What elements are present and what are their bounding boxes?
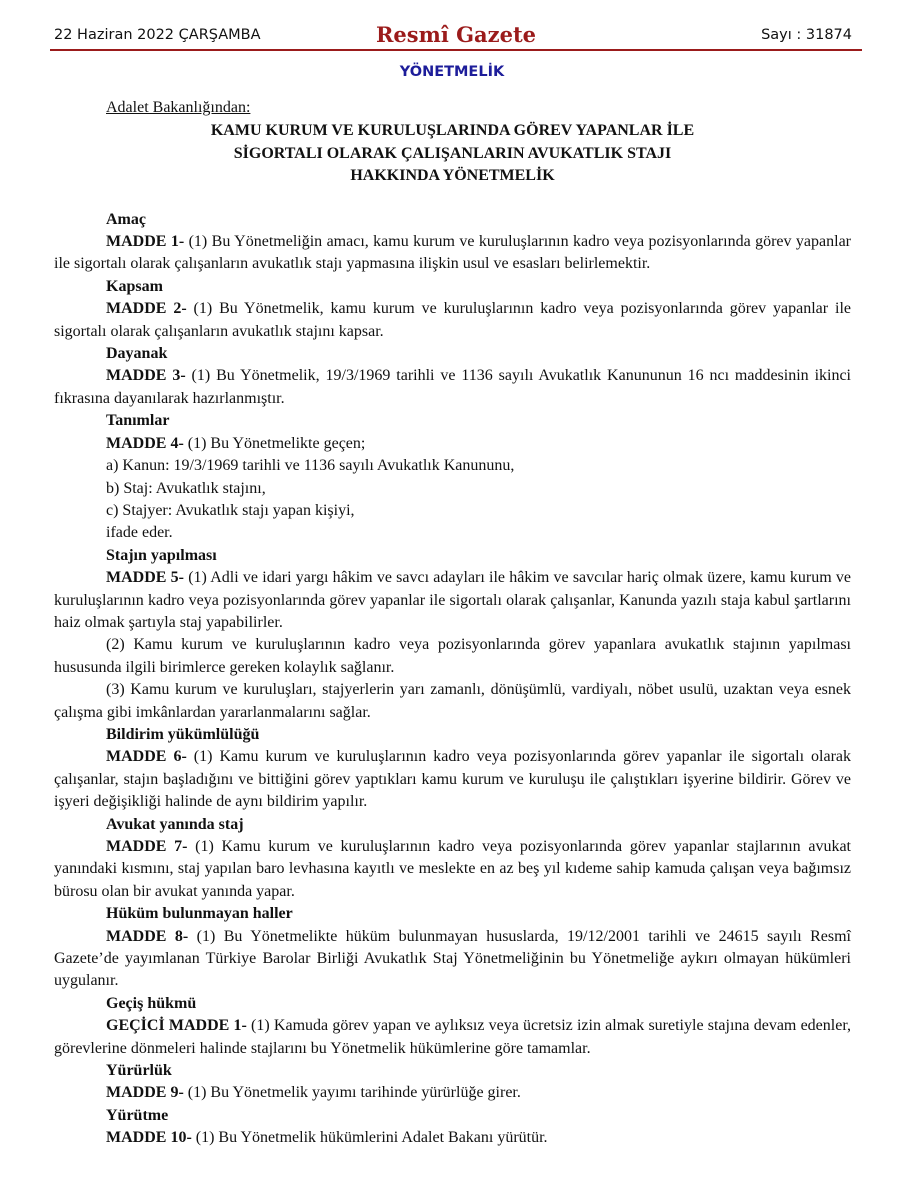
section-title: YÖNETMELİK xyxy=(399,64,505,80)
article-paragraph xyxy=(54,298,851,343)
gazette-title: Resmî Gazete xyxy=(375,22,537,47)
article-label: MADDE 5- xyxy=(106,569,184,587)
article-paragraph: (2) Kamu kurum ve kuruluşlarının kadro veya pozisyonlarında görev yapanlara avukatlık stajının yapılması hususunda ilgili birimlerce gereken kolaylık sağlanır. xyxy=(54,636,851,676)
article-paragraph xyxy=(54,1127,851,1149)
article-paragraph xyxy=(54,1015,851,1060)
article-heading: Avukat yanında staj xyxy=(106,815,244,833)
article-text: (1) Bu Yönetmelik, kamu kurum ve kuruluşlarının kadro veya pozisyonlarında görev yapanlar ile sigortalı olarak çalışanların avukatlık stajını kapsar. xyxy=(54,300,851,340)
article-text: (1) Bu Yönetmelik hükümlerini Adalet Bakanı yürütür. xyxy=(191,1129,548,1147)
definition-closing: ifade eder. xyxy=(106,524,173,542)
article-heading: Hüküm bulunmayan haller xyxy=(106,905,293,923)
article-text: (1) Bu Yönetmelik, 19/3/1969 tarihli ve 1136 sayılı Avukatlık Kanununun 16 ncı maddesinin ikinci fıkrasına dayanılarak hazırlanmıştır. xyxy=(54,367,851,407)
article-label: MADDE 7- xyxy=(106,838,188,855)
article-label: MADDE 1- xyxy=(106,233,185,251)
article-paragraph xyxy=(54,433,851,455)
issue-number: Sayı : 31874 xyxy=(761,27,852,43)
article-paragraph xyxy=(54,231,851,276)
article-label: MADDE 4- xyxy=(106,434,184,452)
article-label: MADDE 3- xyxy=(106,367,186,385)
definition-item: b) Staj: Avukatlık stajını, xyxy=(106,479,266,497)
article-heading: Kapsam xyxy=(106,277,163,295)
regulation-title xyxy=(54,120,851,187)
article-label: MADDE 10- xyxy=(106,1129,192,1147)
definition-item: a) Kanun: 19/3/1969 tarihli ve 1136 sayılı Avukatlık Kanununu, xyxy=(106,457,515,475)
article-text: (1) Kamu kurum ve kuruluşlarının kadro veya pozisyonlarında görev yapanlar ile sigortalı olarak çalışanlar, stajın başladığını ve bittiğini görev yaptıkları kamu kurum ve kuruluşu ile çalıştıkları işyerine bildirir. Görev ve işyeri değişikliği halinde de aynı bildirim yapılır. xyxy=(54,748,852,811)
regulation-body xyxy=(54,97,851,1150)
article-heading: Yürürlük xyxy=(106,1062,172,1080)
article-text: (1) Kamuda görev yapan ve aylıksız veya ücretsiz izin almak suretiyle stajına devam edenler, görevlerine dönmeleri halinde stajlarını bu Yönetmelik hükümlerine göre tamamlar. xyxy=(54,1017,852,1057)
title-line: HAKKINDA YÖNETMELİK xyxy=(350,167,555,185)
article-paragraph xyxy=(54,836,851,903)
article-label: GEÇİCİ MADDE 1- xyxy=(106,1017,247,1035)
page-header xyxy=(50,22,862,50)
article-label: MADDE 2- xyxy=(106,300,187,318)
article-paragraph xyxy=(54,1082,851,1104)
article-paragraph xyxy=(54,746,851,813)
article-text: (1) Bu Yönetmelikte geçen; xyxy=(183,434,366,452)
article-text: (1) Bu Yönetmeliğin amacı, kamu kurum ve kuruluşlarının kadro veya pozisyonlarında görev yapanlar ile sigortalı olarak çalışanların avukatlık stajı yapmasına ilişkin usul ve esasları belirlemektir. xyxy=(54,233,852,273)
article-paragraph xyxy=(54,567,851,634)
article-heading: Bildirim yükümlülüğü xyxy=(106,725,260,743)
article-text: (1) Adli ve idari yargı hâkim ve savcı adayları ile hâkim ve savcılar hariç olmak üzere, kamu kurum ve kuruluşlarının kadro veya pozisyonlarında görev yapanlar ile sigortalı olarak çalışanlar, Kanunda yazılı staja kabul şartlarını haiz olmak şartıyla staj yapabilirler. xyxy=(54,569,852,631)
article-text: (1) Bu Yönetmelik yayımı tarihinde yürürlüğe girer. xyxy=(183,1084,521,1102)
article-label: MADDE 8- xyxy=(106,927,189,945)
definition-item: c) Stajyer: Avukatlık stajı yapan kişiyi, xyxy=(106,501,355,519)
article-heading: Tanımlar xyxy=(106,412,170,430)
article-heading: Geçiş hükmü xyxy=(106,994,197,1012)
article-paragraph xyxy=(54,365,851,410)
issuing-ministry: Adalet Bakanlığından: xyxy=(106,99,251,116)
article-label: MADDE 6- xyxy=(106,748,187,766)
article-text: (1) Bu Yönetmelikte hüküm bulunmayan hususlarda, 19/12/2001 tarihli ve 24615 sayılı Resmî Gazete’de yayımlanan Türkiye Barolar Birliği Avukatlık Staj Yönetmeliğinin bu Yönetmeliğe aykırı olmayan hükümleri uygulanır. xyxy=(54,927,851,990)
article-paragraph: (3) Kamu kurum ve kuruluşları, stajyerlerin yarı zamanlı, dönüşümlü, vardiyalı, nöbet usulü, uzaktan veya esnek çalışma gibi imkânlardan yararlanmalarını sağlar. xyxy=(54,681,851,721)
article-label: MADDE 9- xyxy=(106,1084,184,1102)
article-heading: Yürütme xyxy=(106,1106,169,1124)
article-paragraph xyxy=(54,926,851,993)
article-text: (1) Kamu kurum ve kuruluşlarının kadro veya pozisyonlarında görev yapanlar stajlarının avukat yanındaki kısmını, staj yapılan baro levhasına kayıtlı ve meslekte en az beş yıl kıdeme sahip kamuda çalışan veya bağımsız bürosu olan bir avukat yanında yapar. xyxy=(54,838,851,900)
article-heading: Amaç xyxy=(106,210,146,228)
title-line: SİGORTALI OLARAK ÇALIŞANLARIN AVUKATLIK STAJI xyxy=(233,144,672,162)
article-heading: Dayanak xyxy=(106,345,168,363)
title-line: KAMU KURUM VE KURULUŞLARINDA GÖREV YAPANLAR İLE xyxy=(210,122,695,140)
article-heading: Stajın yapılması xyxy=(106,546,217,564)
header-divider xyxy=(50,49,862,51)
header-date: 22 Haziran 2022 ÇARŞAMBA xyxy=(54,27,261,43)
